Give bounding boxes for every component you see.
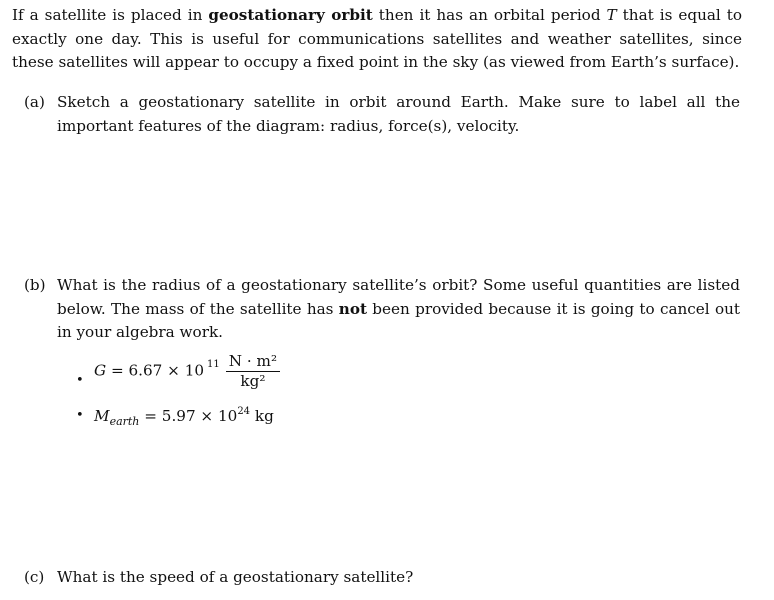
question-b-text-1: What is the radius of a geostationary satellite’s orbit? Some useful quantities are listed below. The mass of the satellite has — [57, 276, 740, 318]
question-c-label: (c) — [24, 568, 45, 586]
question-a-label: (a) — [24, 93, 45, 111]
m-subscript: earth — [109, 415, 140, 428]
earth-mass-expression — [94, 406, 274, 428]
question-b-label: (b) — [24, 276, 46, 294]
geostationary-orbit-term: geostationary orbit — [208, 6, 373, 24]
intro-text-3: that is equal to exactly one day. This is useful for communications satellites and weather satellites, since these satellites will appear to occupy a fixed point in the sky (as viewed from Earth’s surface). — [12, 6, 743, 71]
question-c-text: What is the speed of a geostationary satellite? — [57, 568, 414, 586]
bullet-icon: • — [76, 408, 84, 423]
g-exponent: 11 — [207, 358, 220, 370]
m-symbol: M — [94, 407, 110, 425]
g-value: = 6.67 × 10 — [106, 361, 205, 380]
m-exponent: 24 — [237, 406, 251, 417]
m-unit: kg — [250, 407, 274, 425]
period-symbol: T — [606, 6, 617, 24]
question-b-text — [57, 274, 740, 345]
intro-paragraph — [12, 4, 742, 75]
g-unit-numerator: N · m² — [226, 352, 280, 372]
g-unit-denominator: kg² — [240, 372, 266, 390]
question-b-text-2: been provided because it is going to cancel out in your algebra work. — [57, 299, 740, 341]
gravitational-constant-expression — [94, 352, 280, 391]
intro-text-2: then it has an orbital period — [372, 6, 607, 24]
g-symbol: G — [94, 361, 107, 380]
question-b-bold-not: not — [338, 299, 367, 318]
bullet-icon: • — [76, 373, 84, 388]
intro-text-1: If a satellite is placed in — [12, 6, 209, 24]
question-a-text: Sketch a geostationary satellite in orbit around Earth. Make sure to label all the important features of the diagram: radius, force(s), velocity. — [57, 93, 740, 135]
m-value: = 5.97 × 10 — [139, 407, 238, 425]
g-unit-fraction — [226, 352, 280, 391]
